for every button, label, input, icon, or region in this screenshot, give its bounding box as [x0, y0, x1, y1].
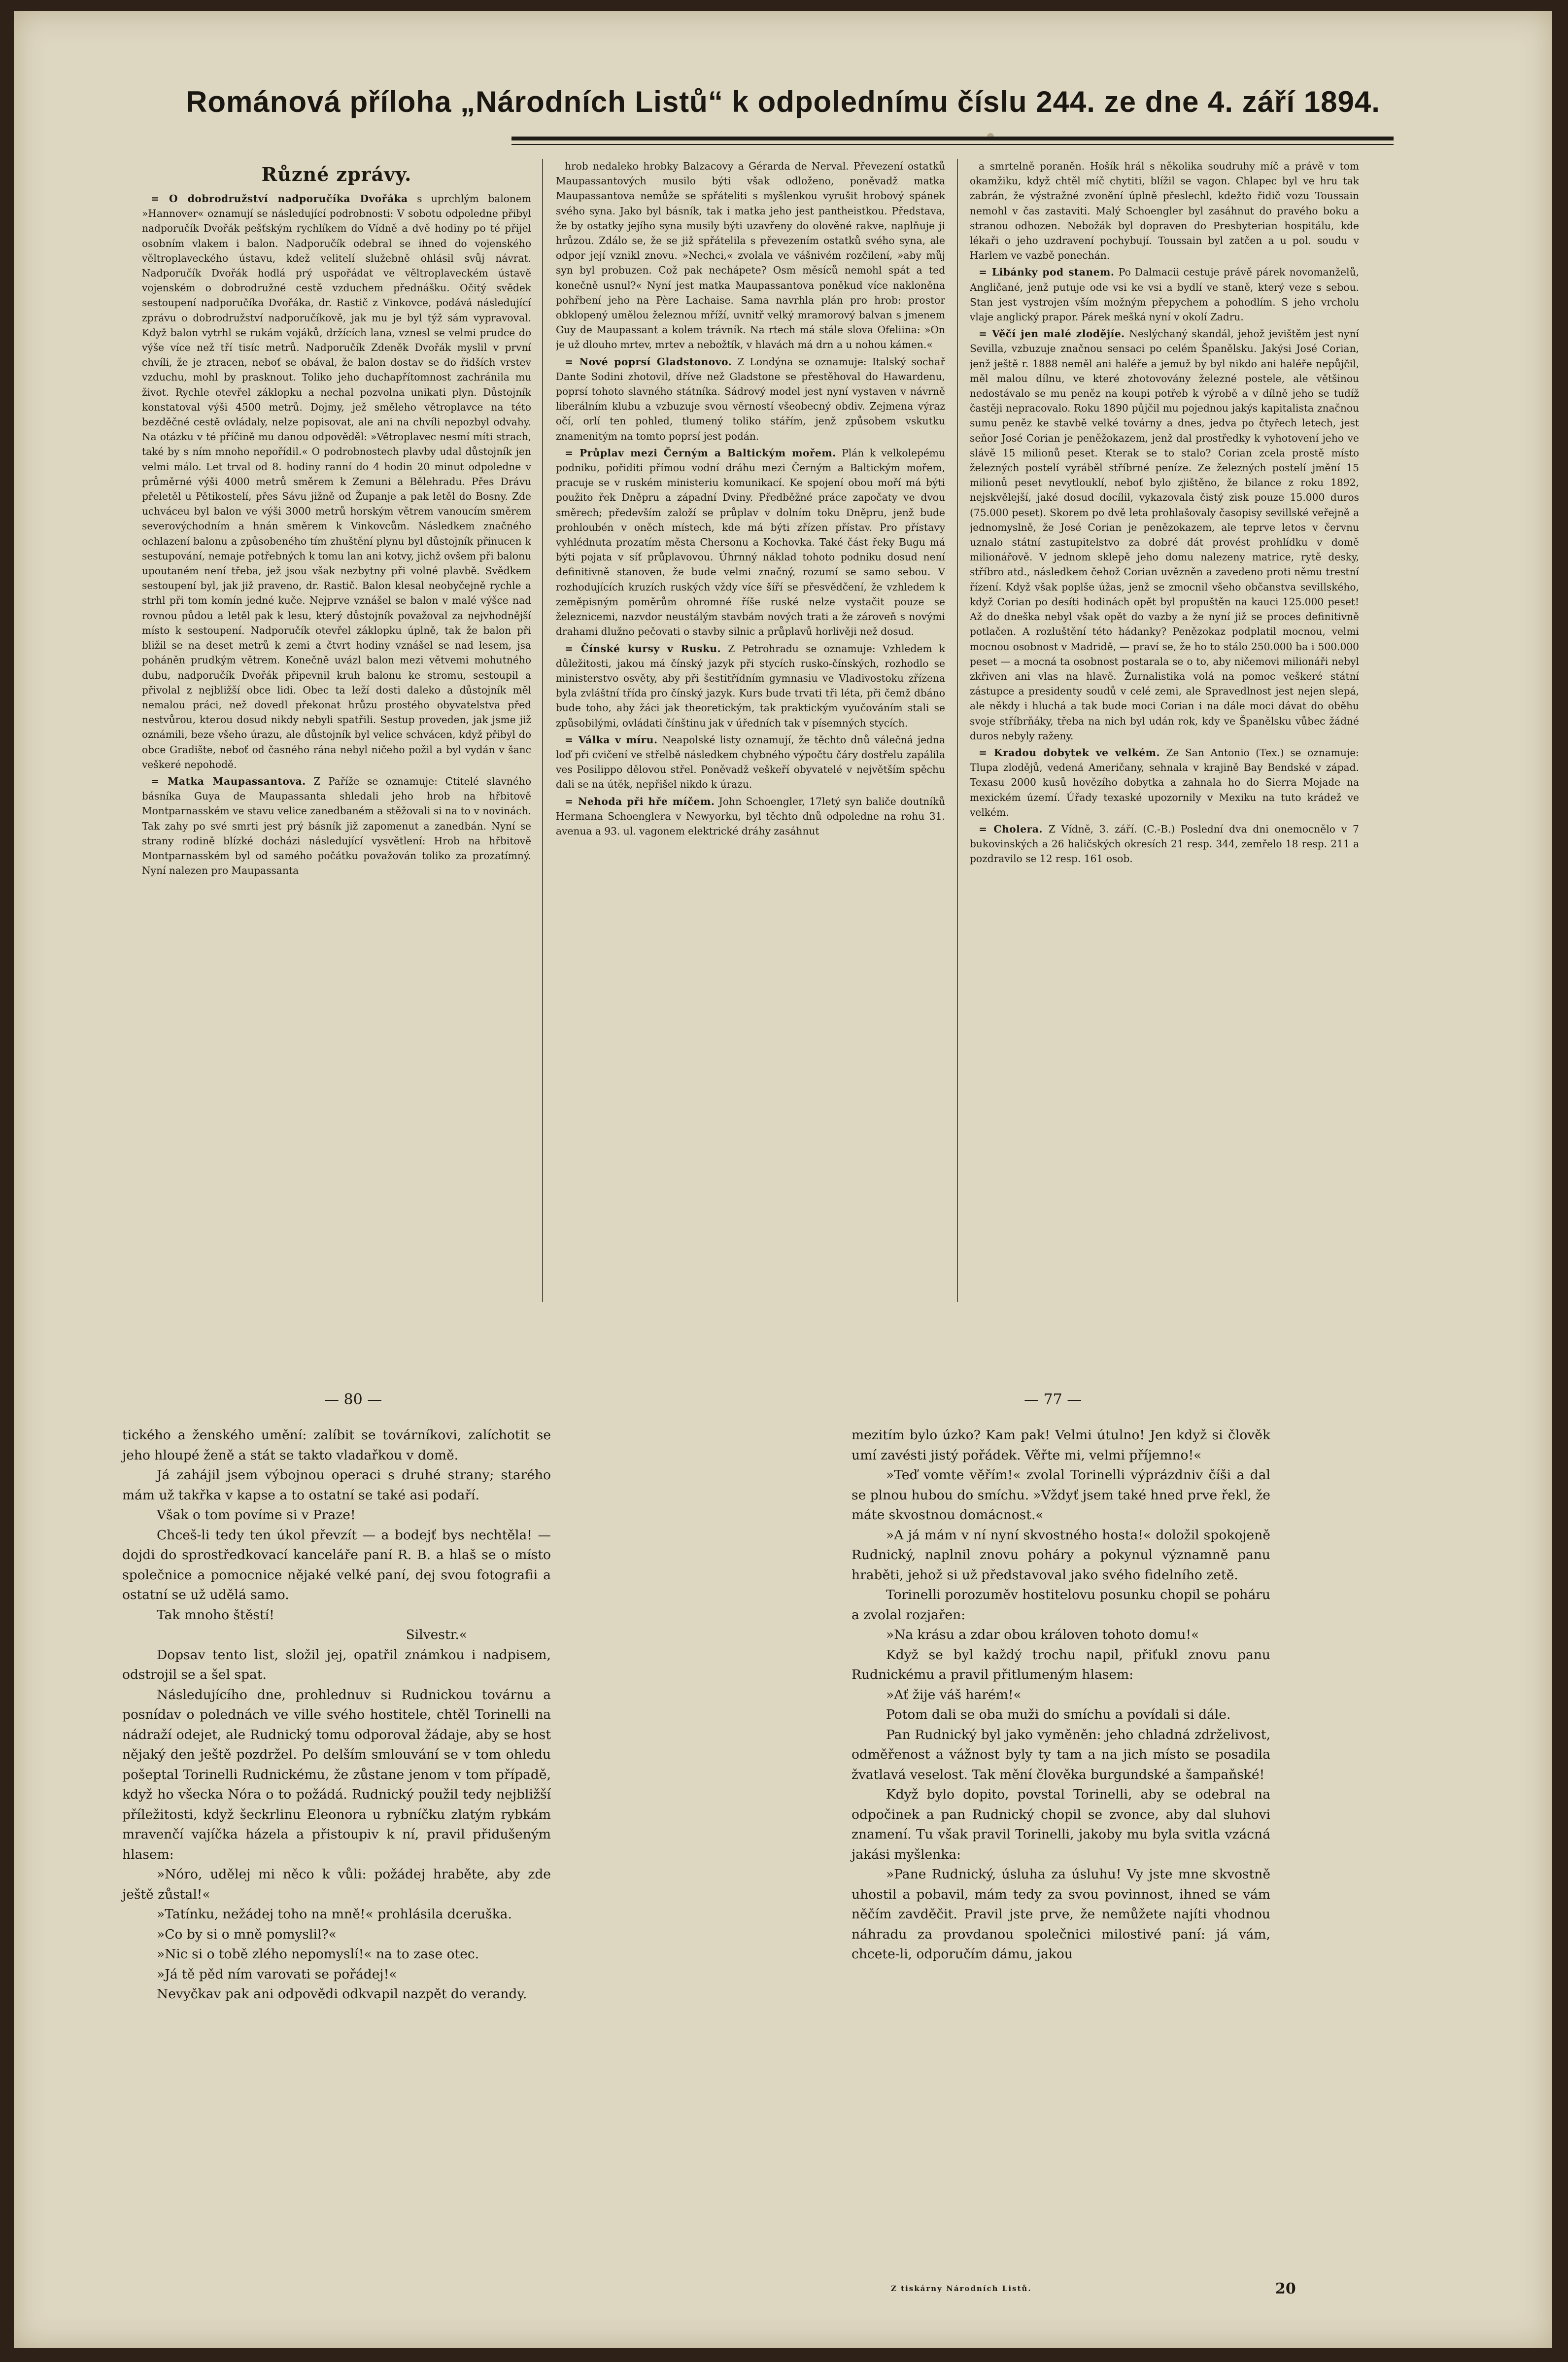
- column-divider: [542, 159, 543, 1302]
- masthead-rule-thin: [511, 144, 1394, 145]
- news-headline: = Kradou dobytek ve velkém.: [979, 746, 1160, 759]
- masthead-rule: [511, 137, 1394, 140]
- news-text: Z Paříže se oznamuje: Ctitelé slavného básníka Guya de Maupassanta shledali jeho hrob na hřbitově Montparnasském ve stavu velice zanedbaném a stěžovali si na to v novinách. Tak zahy po své smrti jest prý básník již zapomenut a zanedbán. Nyní se strany rodině blízké docházi následující vysvětlení: Hrob na hřbitově Montparnasském byl od samého počátku považován toliko za prozatímný. Nyní nalezen pro Maupassanta: [142, 775, 531, 877]
- newspaper-sheet: [14, 11, 1552, 2348]
- masthead: Románová příloha „Národních Listů“ k odpolednímu číslu 244. ze dne 4. září 1894.: [186, 85, 1380, 118]
- news-headline: = Cholera.: [979, 823, 1043, 835]
- news-text: Z Londýna se oznamuje: Italský sochař Dante Sodini zhotovil, dříve než Gladstone se přestěhoval do Hawardenu, poprsí tohoto slavného státníka. Sádrový model jest nyní vystaven v návrně liberálním klubu a vzbuzuje svou věrností všeobecný obdiv. Zejmena výraz očí, orlí ten pohled, tlumený toliko stářím, jenž způsobem vskutku znamenitým na tomto poprsí jest podán.: [556, 355, 945, 442]
- printer-mark: Z tiskárny Národních Listů.: [891, 2284, 1032, 2293]
- column-divider: [957, 159, 958, 1302]
- news-text: Neapolské listy oznamují, že těchto dnů válečná jedna loď při cvičení ve střelbě následkem chybného výpočtu čáry dostřelu zapálila ves Posilippo dělovou střel. Poněvadž veškeří obyvatelé v největším spěchu dali se na útěk, nepřišel nikdo k úrazu.: [556, 733, 945, 791]
- novel-page-right: [852, 1425, 1270, 1965]
- news-headline: = Nehoda při hře míčem.: [565, 795, 715, 807]
- story-paragraph: Však o tom povíme si v Praze!: [157, 1507, 356, 1523]
- story-paragraph: »A já mám v ní nyní skvostného hosta!« doložil spokojeně Rudnický, naplnil znovu poháry a pokynul významně panu hraběti, jehož si už představoval jako svého fidelního zetě.: [852, 1527, 1270, 1583]
- story-paragraph: »Na krásu a zdar obou královen tohoto domu!«: [886, 1627, 1199, 1642]
- story-paragraph: mezitím bylo úzko? Kam pak! Velmi útulno! Jen když si člověk umí zavésti jistý pořádek. Věřte mi, velmi příjemno!«: [852, 1427, 1270, 1463]
- news-text: Ze San Antonio (Tex.) se oznamuje: Tlupa zlodějů, vedená Američany, sehnala v krajině Bay Bendské v západ. Texasu 2000 kusů hovězího dobytka a zahnala ho do Sierra Mojade na mexickém území. Úřady texaské upozornily v Mexiku na tuto krádež ve velkém.: [970, 746, 1359, 818]
- story-paragraph: Nevyčkav pak ani odpovědi odkvapil nazpět do verandy.: [157, 1986, 527, 2002]
- news-headline: = Libánky pod stanem.: [979, 266, 1115, 278]
- story-paragraph: Chceš-li tedy ten úkol převzít — a bodejť bys nechtěla! — dojdi do sprostředkovací kanceláře paní R. B. a hlaš se o místo společnice a pomocnice nějaké velké paní, dej svou fotografii a ostatní se už udělá samo.: [122, 1527, 551, 1602]
- news-text: Po Dalmacii cestuje právě párek novomanželů, Angličané, jenž putuje ode vsi ke vsi a bydlí ve staně, který veze s sebou. Stan jest vystrojen vším možným přepychem a pohodlím. S jeho vrcholu vlaje anglický prapor. Párek mešká nyní v okolí Zadru.: [970, 266, 1359, 323]
- news-headline: = O dobrodružství nadporučíka Dvořáka: [151, 193, 408, 205]
- news-items: [970, 159, 1359, 867]
- story-paragraph: Torinelli porozuměv hostitelovu posunku chopil se poháru a zvolal rozjařen:: [852, 1587, 1270, 1623]
- news-items: [556, 159, 945, 838]
- news-column-3: [970, 159, 1359, 1307]
- story-paragraph: »Pane Rudnický, úsluha za úsluhu! Vy jste mne skvostně uhostil a pobavil, mám tedy za svou povinnost, ihned se vám něčím zavděčit. Pravil jste prve, že nemůžete najíti vhodnou náhradu za provdanou společnici milostivé paní: já vám, chcete-li, odporučím dámu, jakou: [852, 1867, 1270, 1962]
- news-headline: = Věčí jen malé zlodějíe.: [979, 328, 1125, 340]
- news-text: Neslýchaný skandál, jehož jevištěm jest nyní Sevilla, vzbuzuje značnou sensaci po celém Španělsku. Jakýsi José Corian, jenž ještě r. 1888 neměl ani haléře a jemuž by byl nikdo ani haléře nepůjčil, měl malou dílnu, ve které zhotovovány železné postele, ale většinou nedostávalo se mu peněz na koupi potřeb k výrobě a v dílně jeho se tudíž častěji nepracovalo. Roku 1890 půjčil mu pojednou jakýs kapitalista značnou sumu peněz ke stavbě velké továrny a dnes, jedva po čtyřech letech, jest seňor José Corian je peněžokazem, jenž dal prostředky k vyhotovení jeho ve slávě 15 milionů peset. Kterak se to stalo? Corian zcela prostě místo železných postelí vyráběl stříbrné peníze. Ze železných postelí jmění 15 milionů peset nevytlouklí, neboť bylo zjištěno, že bilance z roku 1892, nejskvělejší, jaké dosud docílil, vykazovala čistý zisk pouze 15.000 duros (75.000 peset). Skorem po dvě leta prohlašovaly časopisy sevillské veřejně a jednomyslně, že José Corian je penězokazem, ale teprve letos v červnu uznalo státní zastupitelstvo za dobré dát provést prohlídku v domě milionářově. V jednom sklepě jeho domu nalezeny matrice, rytě desky, stříbro atd., následkem čehož Corian uvězněn a zavedeno proti němu trestní řízení. Když však poplše úžas, jenž se zmocnil všeho občanstva sevillského, když Corian po desíti hodinách opět byl propuštěn na kauci 125.000 peset! Až do dneška nebyl však opět do vazby a že nyní již se proces definitivně potlačen. A rozluštění této hádanky? Penězokaz podplatil mocnou, velmi mocnou osobnost v Madridě, — praví se, že ho to stálo 250.000 ba i 500.000 peset — a mocná ta osobnost postarala se o to, aby ničemovi milionáři nebyl zkřiven ani vlas na hlavě. Žurnalistika volá na pomoc veškeré státní zástupce a presidenty soudů v celé zemi, ale Spravedlnost jest nejen slepá, ale někdy i hluchá a tak bude moci Corian i na dále moci dávat do oběhu svoje stříbrňáky, třeba na nich byl udán rok, kdy ve Španělsku vůbec žádné duros nebyly raženy.: [970, 328, 1359, 742]
- news-text: Z Vídně, 3. září. (C.-B.) Poslední dva dni onemocnělo v 7 bukovinských a 26 haličských okresích 21 resp. 344, zemřelo 18 resp. 211 a pozdravilo se 12 resp. 161 osob.: [970, 823, 1359, 865]
- story-paragraph: Následujícího dne, prohlednuv si Rudnickou továrnu a posnídav o polednách ve ville svého hostitele, chtěl Torinelli na nádraží odejet, ale Rudnický tomu odporoval žádaje, aby se host nějaký den ještě pozdržel. Po delším smlouvání se v tom ohledu pošeptal Torinelli Rudnickému, že zůstane jenom v tom případě, když ho všecka Nóra o to požádá. Rudnický použil tedy nejbližší příležitosti, když šeckrlinu Eleonora u rybníčku zlatým rybkám mravenčí vajíčka házela a přistoupiv k ní, pravil přidušeným hlasem:: [122, 1687, 551, 1862]
- news-item: [556, 159, 945, 352]
- story-paragraph: Dopsav tento list, složil jej, opatřil známkou i nadpisem, odstrojil se a šel spat.: [122, 1647, 551, 1682]
- news-headline: = Válka v míru.: [565, 733, 658, 746]
- news-item: [970, 326, 1359, 743]
- news-item: [970, 822, 1359, 867]
- news-item: [556, 446, 945, 639]
- story-paragraph: Když se byl každý trochu napil, přiťukl znovu panu Rudnickému a pravil přitlumeným hlasem:: [852, 1647, 1270, 1682]
- news-text: John Schoengler, 17letý syn baliče doutníků Hermana Schoenglera v Newyorku, byl těchto dnů odpoledne na rohu 31. avenua a 93. ul. vagonem elektrické dráhy zasáhnut: [556, 795, 945, 837]
- news-headline: = Průplav mezi Černým a Baltickým mořem.: [565, 447, 836, 459]
- news-headline: = Čínské kursy v Rusku.: [565, 642, 721, 655]
- story-paragraph: tického a ženského umění: zalíbit se továrníkovi, zalíchotit se jeho hloupé ženě a stát se takto vladařkou v domě.: [122, 1427, 551, 1463]
- story-paragraph: »Teď vomte věřím!« zvolal Torinelli výprázdniv číši a dal se plnou hubou do smíchu. »Vždyť jsem také hned prve řekl, že máte skvostnou domácnost.«: [852, 1467, 1270, 1523]
- news-item: [970, 159, 1359, 263]
- story-paragraph: »Já tě pěd ním varovati se pořádej!«: [157, 1966, 397, 1982]
- news-text: s uprchlým balonem »Hannover« oznamují se následující podrobnosti: V sobotu odpoledne přibyl nadporučík Dvořák pešťským rychlíkem do Vídně a dvě hodiny po té přijel osobním vlakem i balon. Nadporučík odebral se ihned do vojenského věltroplaveckého ústavu, kdež velitelí služebně ohlásil svůj návrat. Nadporučík Dvořák hodlá prý uspořádat ve věltroplaveckém ústavě vojenském o dobrodružné cestě vzduchem přednášku. Očitý svědek sestoupení nadporučíka Dvořáka, dr. Rastič z Vinkovce, podává následující zprávu o dobrodružství nadporučíkově, jak mu je byl týž sám vypravoval. Když balon vytrhl se rukám vojáků, držících lana, vznesl se velmi prudce do výše více než tří tisíc metrů. Nadporučík Zdeněk Dvořák myslil v první chvíli, že je ztracen, neboť se obával, že balon dostav se do řidších vrstev vzduchu, mohl by prasknout. Toliko jeho duchapřítomnost zachránila mu život. Rychle otevřel záklopku a nechal pozvolna unikati plyn. Důstojník konstatoval výši 4500 metrů. Dojmy, jež směleho větroplavce na této bezděčné cestě ovládaly, nelze popisovat, ale ani na chvíli nepozbyl odvahy. Na otázku v té příčině mu danou odpověděl: »Větroplavec nesmí míti strach, také by s ním mnoho nepořídil.« O podrobnostech plavby udal důstojník jen velmi málo. Let trval od 8. hodiny ranní do 4 hodin 20 minut odpoledne v průměrné výši 4000 metrů směrem k Zemuni a Bělehradu. Přes Drávu přeletěl u Pětikostelí, přes Sávu jižně od Županje a pak letěl do Bosny. Zde uchváceu byl balon ve výši 3000 metrů horským větrem vanoucím směrem severovýchodním a hnán směrem k Vinkovcům. Následkem značného ochlazení balonu a způsobeného tím zhuštění plynu byl důstojník přinucen k sestupování, nemaje potřebných k tomu lan ani kotvy, jichž ovšem při balonu upoutaném není třeba, jež jsou však nezbytny při volné plavbě. Svědkem sestoupení byl, jak již praveno, dr. Rastič. Balon klesal neobyčejně rychle a strhl při tom komín jedné kuče. Nejprve vznášel se balon v malé výšce nad rovnou půdou a letěl pak k lesu, který důstojník považoval za nejvhodnější místo k sestoupení. Nadporučík otevřel záklopku úplně, tak že balon při bližil se na deset metrů k zemi a čtvrt hodiny vznášel se nad lesem, jsa poháněn prudkým větrem. Konečně uvázl balon mezi větvemi mohutného dubu, nadporučík Dvořák připevnil kruh balonu ke stromu, sestoupil a přivolal z nejbližší obce lidi. Obec ta leží dosti daleko a důstojník měl nemalou práci, než dovedl překonat hrůzu prostého obyvatelstva před nestvůrou, kterou dosud nikdy nebyli spatřili. Sestup proveden, jak jsme již oznámili, beze všeho úrazu, ale důstojník byl velice schvácen, když přibyl do obce Gradište, neboť od časného rána nebyl ničeho požil a byl vydán v šanc veškeré nepohodě.: [142, 193, 531, 770]
- news-text: a smrtelně poraněn. Hošík hrál s několika soudruhy míč a právě v tom okamžiku, když chtěl míč chytiti, blížil se vagon. Chlapec byl ve hru tak zabrán, že výstražné zvonění úplně přeslechl, kdežto řidič vozu Toussain nemohl v čas zastaviti. Malý Schoengler byl zasáhnut do pravého boku a stranou odhozen. Nebožák byl dopraven do Presbyterian hospitálu, kde lékaři o jeho uzdravení pochybují. Toussain byl zatčen a u pol. soudu v Harlem ve vazbě ponechán.: [970, 160, 1359, 262]
- news-item: [970, 265, 1359, 324]
- story-paragraph: Když bylo dopito, povstal Torinelli, aby se odebral na odpočinek a pan Rudnický chopil se zvonce, aby dal sluhovi znamení. Tu však pravil Torinelli, jakoby mu byla svitla vzácná jakási myšlenka:: [852, 1787, 1270, 1862]
- story-paragraph: Potom dali se oba muži do smíchu a povídali si dále.: [886, 1707, 1231, 1722]
- news-item: [556, 354, 945, 444]
- story-paragraph: Tak mnoho štěstí!: [157, 1607, 274, 1623]
- page-number-left: — 80 —: [324, 1391, 382, 1408]
- news-item: [142, 191, 531, 772]
- sheet-number: 20: [1275, 2280, 1296, 2297]
- story-paragraph: Silvestr.«: [406, 1627, 467, 1642]
- story-paragraph: »Nic si o tobě zlého nepomyslí!« na to zase otec.: [157, 1946, 479, 1962]
- story-paragraph: »Ať žije váš harém!«: [886, 1687, 1022, 1702]
- news-item: [970, 745, 1359, 820]
- news-column-1: [142, 159, 531, 1307]
- news-column-2: [556, 159, 945, 1307]
- story-paragraph: Já zahájil jsem výbojnou operaci s druhé strany; starého mám už takřka v kapse a to ostatní se také asi podaří.: [122, 1467, 551, 1503]
- news-items: [142, 191, 531, 878]
- news-headline: = Nové poprsí Gladstonovo.: [565, 355, 732, 368]
- news-item: [142, 774, 531, 878]
- novel-page-left: [122, 1425, 551, 2005]
- section-title: Různé zprávy.: [261, 163, 412, 185]
- story-paragraph: Pan Rudnický byl jako vyměněn: jeho chladná zdrželivost, odměřenost a vážnost byly ty tam a na jich místo se posadila žvatlavá veselost. Tak mění člověka burgundské a šampaňské!: [852, 1727, 1270, 1782]
- page-number-right: — 77 —: [1024, 1391, 1082, 1408]
- news-text: Plán k velkolepému podniku, pořiditi přímou vodní dráhu mezi Černým a Baltickým mořem, pracuje se v ruském ministeriu komunikací. Ke spojení obou moří má býti použito řek Dněpru a západní Dviny. Předběžné práce započaty ve dvou směrech; především založí se průplav v dolním toku Dněpru, jenž bude prohloubén v oněch místech, kde má býti zřízen přístav. Pro přístavy vyhlédnuta prozatím města Chersonu a Kochovka. Také část řeky Bugu má býti pojata v síť průplavovou. Úhrnný náklad tohoto podniku dosud není definitivně stanoven, že bude velmi značný, rozumí se samo sebou. V rozhodujících kruzích ruských vždy více šíří se přesvědčení, že vzhledem k zeměpisným poměrům ohromné říše ruské nelze vystačit pouze se železnicemi, nazvdor neustálým stavbám nových trati a že zároveň s novými drahami dlužno pečovati o stavby silnic a průplavů horlivěji než dosud.: [556, 447, 945, 638]
- news-item: [556, 641, 945, 730]
- news-headline: = Matka Maupassantova.: [151, 775, 306, 787]
- news-item: [556, 732, 945, 792]
- news-item: [556, 794, 945, 839]
- story-paragraph: »Co by si o mně pomyslil?«: [157, 1926, 337, 1942]
- news-text: Z Petrohradu se oznamuje: Vzhledem k důležitosti, jakou má čínský jazyk při stycích rusko-čínských, rozhodlo se ministerstvo osvěty, aby při šestitřídním gymnasiu ve Vladivostoku zřízena byla zvláštní třída pro čínský jazyk. Kurs bude trvati tři léta, při čemž dbáno bude toho, aby žáci jak theoretickým, tak praktickým vyučováním stali se způsobilými, ovládati čínštinu jak v úředních tak v písemných stycích.: [556, 642, 945, 729]
- news-text: hrob nedaleko hrobky Balzacovy a Gérarda de Nerval. Převezení ostatků Maupassantových musilo býti však odloženo, poněvadž matka Maupassantova nemůže se spřáteliti s myšlenkou vyrušit hrobový spánek svého syna. Jako byl básník, tak i matka jeho jest pantheistkou. Představa, že by ostatky jejího syna musily býti uzavřeny do olověné rakve, naplňuje ji hrůzou. Zdálo se, že se již spřátelila s převezením ostatků svého syna, ale odpor její vznikl znovu. »Nechci,« zvolala ve vášnivém rozčilení, »aby můj syn byl probuzen. Což pak nechápete? Osm měsíců nemohl spát a teď konečně usnul?« Nyní jest matka Maupassantova poněkud více nakloněna pohřbení jeho na Père Lachaise. Sama navrhla plán pro hrob: prostor obklopený umělou železnou mříží, uvnitř velký mramorový balvan s jmenem Guy de Maupassant a kolem trávník. Na rtech má stále slova Ofeliina: »On je už dlouho mrtev, mrtev a nebožtík, v hlavách má drn a u nohou kámen.«: [556, 160, 945, 351]
- story-paragraph: »Nóro, udělej mi něco k vůli: požádej hraběte, aby zde ještě zůstal!«: [122, 1867, 551, 1902]
- story-paragraph: »Tatínku, nežádej toho na mně!« prohlásila dceruška.: [157, 1907, 512, 1922]
